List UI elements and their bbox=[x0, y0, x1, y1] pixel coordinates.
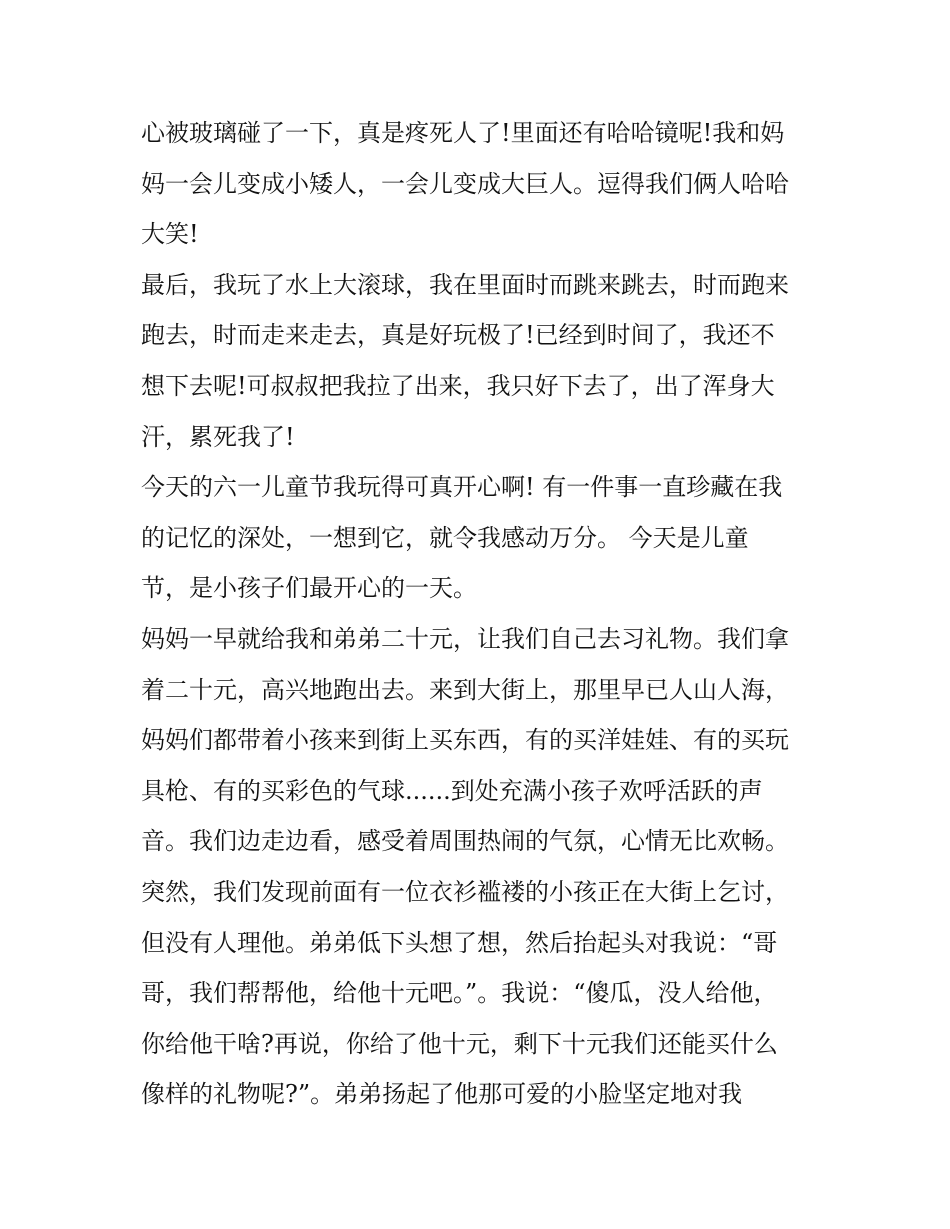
text-line: 音。我们边走边看，感受着周围热闹的气氛，心情无比欢畅。 bbox=[141, 827, 789, 856]
body-text bbox=[141, 108, 821, 1120]
text-line: 跑去，时而走来走去，真是好玩极了!已经到时间了，我还不 bbox=[141, 321, 775, 350]
text-line: 节，是小孩子们最开心的一天。 bbox=[141, 574, 477, 603]
text-line: 汗，累死我了! bbox=[141, 422, 295, 451]
text-line: 妈妈们都带着小孩来到街上买东西，有的买洋娃娃、有的买玩 bbox=[141, 726, 789, 755]
text-line: 你给他干啥?再说，你给了他十元，剩下十元我们还能买什么 bbox=[141, 1029, 778, 1058]
text-line: 最后，我玩了水上大滚球，我在里面时而跳来跳去，时而跑来 bbox=[141, 270, 789, 299]
text-line: 像样的礼物呢?”。弟弟扬起了他那可爱的小脸坚定地对我 bbox=[141, 1080, 743, 1109]
text-line: 想下去呢!可叔叔把我拉了出来，我只好下去了，出了浑身大 bbox=[141, 371, 775, 400]
text-line: 具枪、有的买彩色的气球......到处充满小孩子欢呼活跃的声 bbox=[141, 776, 763, 805]
text-line: 今天的六一儿童节我玩得可真开心啊! 有一件事一直珍藏在我 bbox=[141, 473, 783, 502]
text-line: 的记忆的深处，一想到它，就令我感动万分。 今天是儿童 bbox=[141, 523, 749, 552]
text-line: 妈一会儿变成小矮人，一会儿变成大巨人。逗得我们俩人哈哈 bbox=[141, 169, 789, 198]
text-line: 大笑! bbox=[141, 220, 199, 249]
text-line: 妈妈一早就给我和弟弟二十元，让我们自己去习礼物。我们拿 bbox=[141, 624, 789, 653]
text-line: 但没有人理他。弟弟低下头想了想，然后抬起头对我说：“哥 bbox=[141, 928, 778, 957]
text-line: 突然，我们发现前面有一位衣衫褴褛的小孩正在大街上乞讨， bbox=[141, 877, 789, 906]
text-line: 心被玻璃碰了一下，真是疼死人了!里面还有哈哈镜呢!我和妈 bbox=[141, 119, 785, 147]
text-line: 着二十元，高兴地跑出去。来到大街上，那里早已人山人海， bbox=[141, 675, 789, 704]
text-line: 哥，我们帮帮他，给他十元吧。”。我说：“傻瓜，没人给他， bbox=[141, 979, 778, 1008]
